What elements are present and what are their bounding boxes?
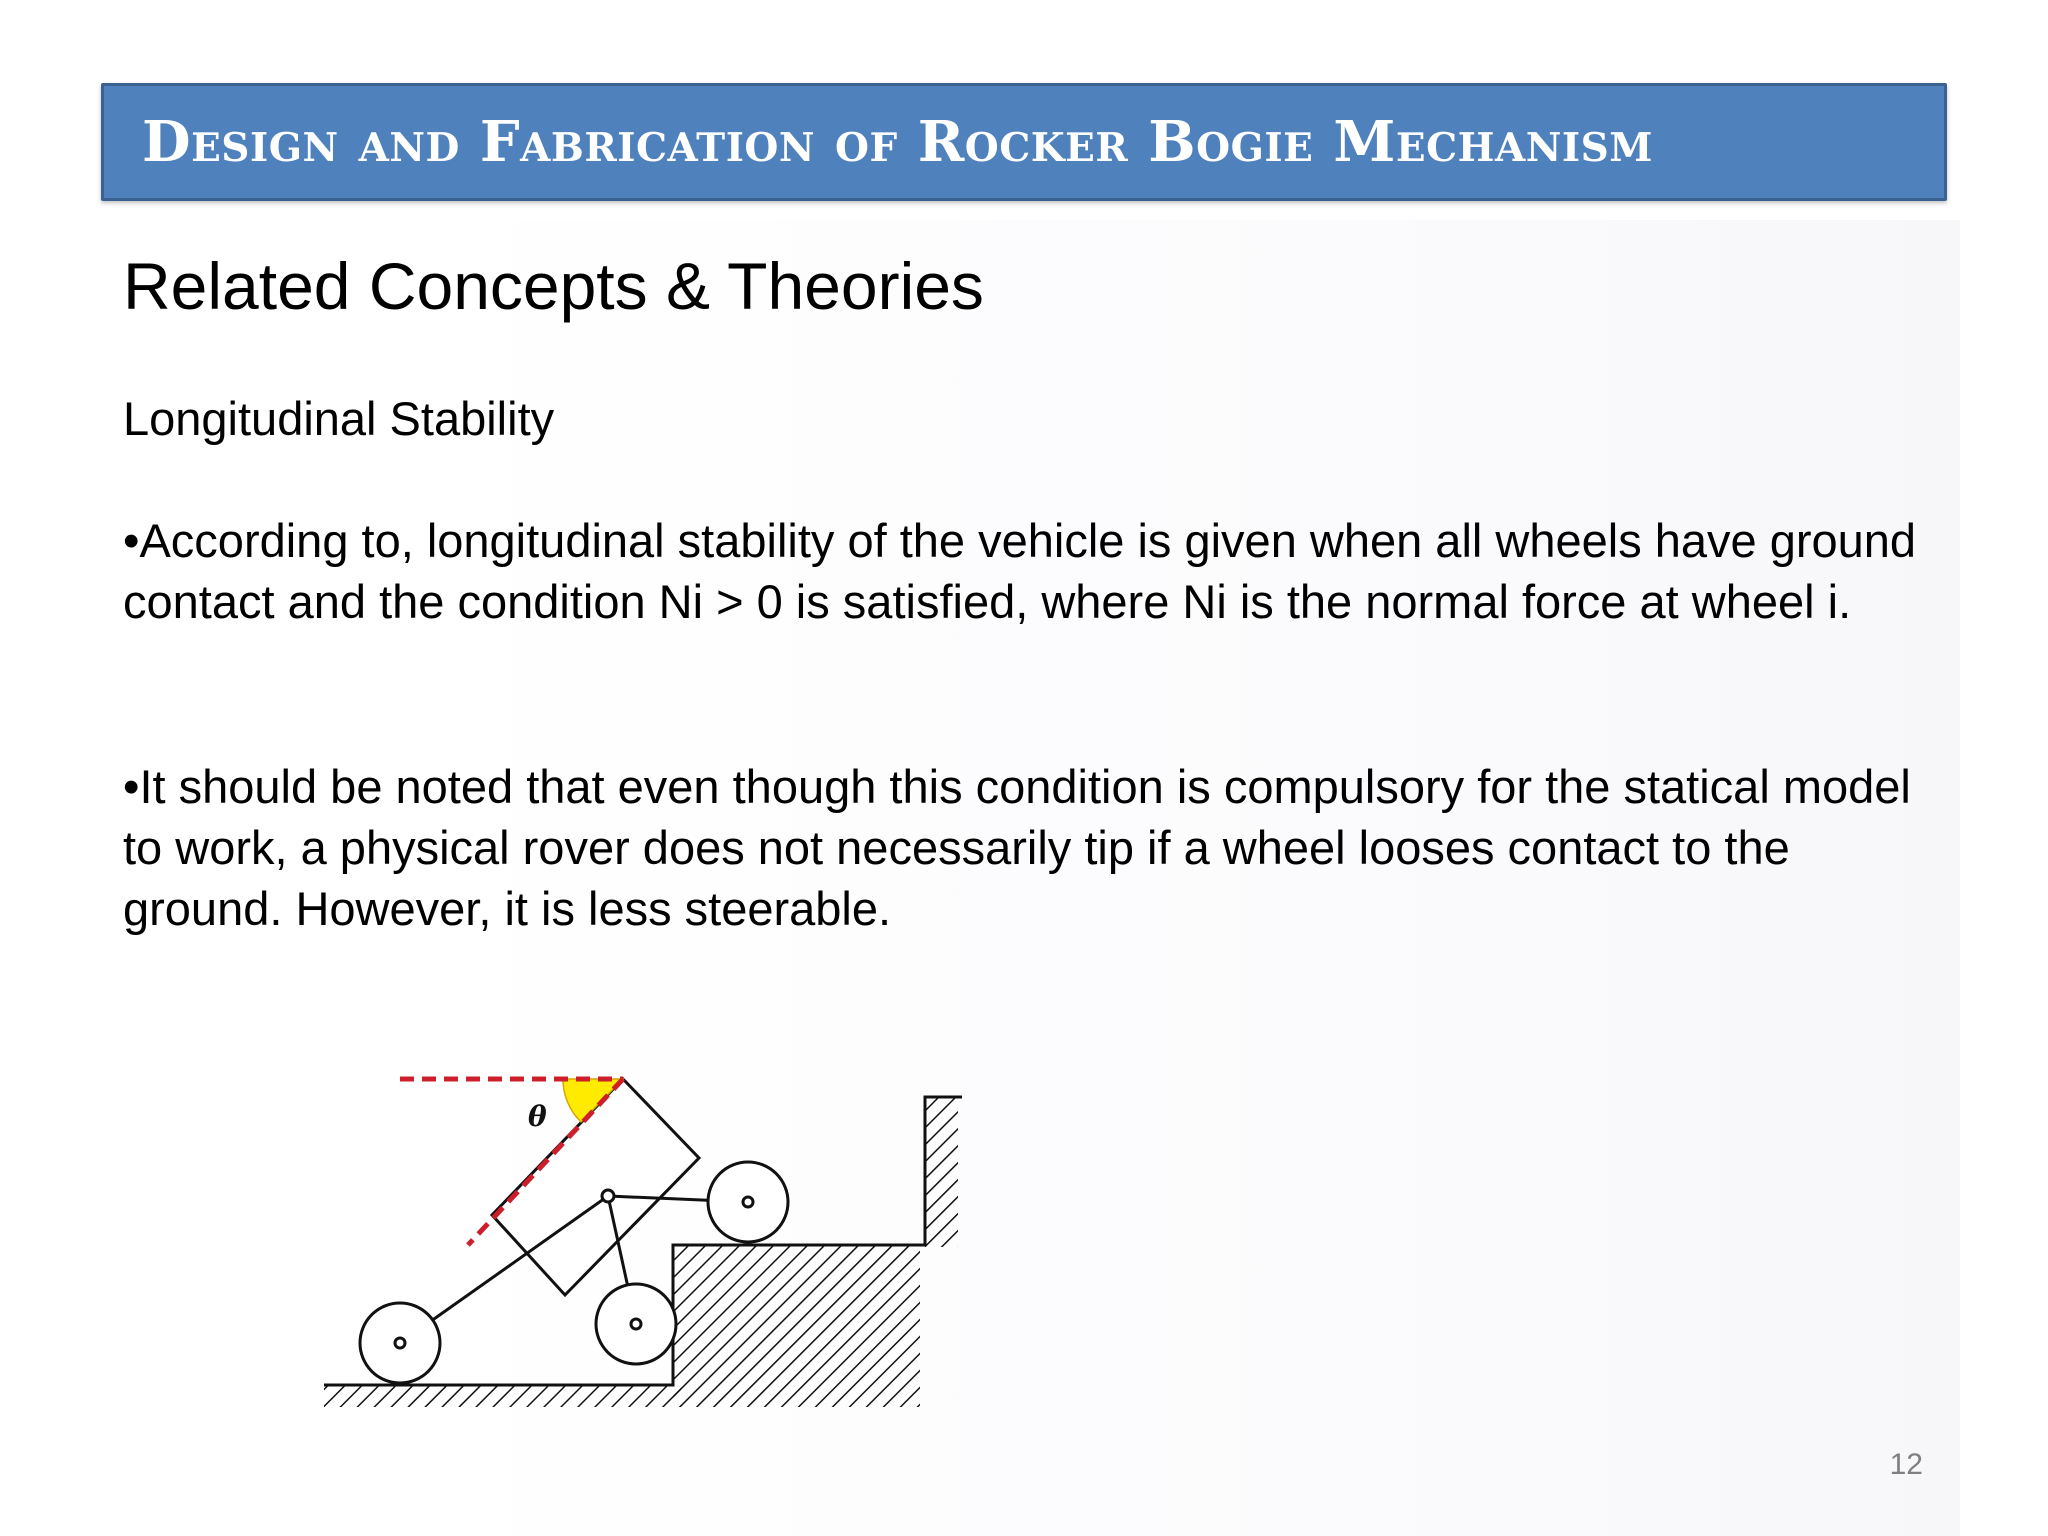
rear-wheel-hub: [395, 1338, 405, 1348]
bullet-point: •It should be noted that even though this condition is compulsory for the statical model to work, a physical rover does not necessarily tip if a wheel looses contact to the ground. However, it is less steerable.: [123, 760, 1911, 935]
front-wheel-hub: [743, 1197, 753, 1207]
section-subheading: Longitudinal Stability: [123, 392, 555, 445]
section-heading: Related Concepts & Theories: [123, 249, 984, 323]
slide-title: Design and Fabrication of Rocker Bogie Mechanism: [142, 109, 1653, 175]
step-hatch: [673, 1245, 920, 1407]
middle-wheel-hub: [631, 1319, 641, 1329]
ground-hatch: [324, 1385, 681, 1407]
pivot-joint: [602, 1190, 614, 1202]
rover-body: [492, 1079, 699, 1295]
bullet-point: •According to, longitudinal stability of the vehicle is given when all wheels have ground contact and the condition Ni > 0 is satisfied, where Ni is the normal force at wheel i.: [123, 514, 1917, 628]
page-number: 12: [1889, 1448, 1923, 1481]
title-bar: [101, 83, 1947, 201]
wall-hatch: [925, 1097, 958, 1247]
theta-label: θ: [528, 1100, 547, 1133]
rocker-bogie-stability-diagram: [318, 1055, 978, 1425]
